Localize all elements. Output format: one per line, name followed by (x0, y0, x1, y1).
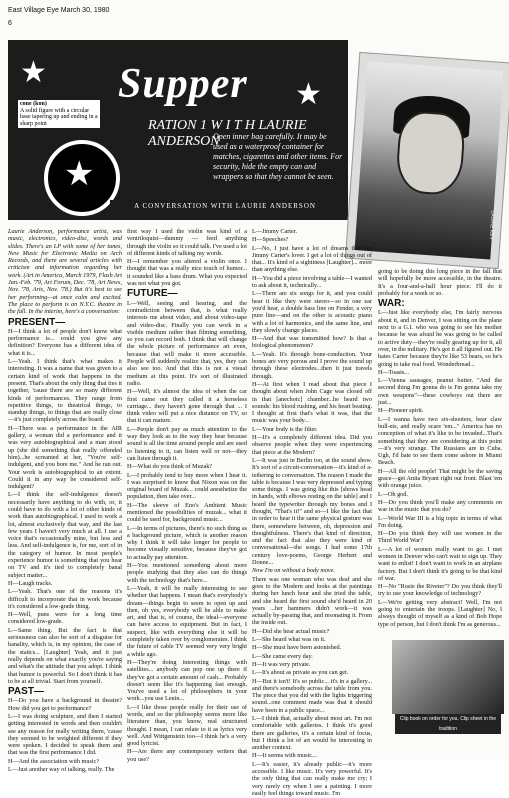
paragraph: L—Yeah. I think that's what makes it interesting. It was a name that was given to a certain kind of work that happens in the present. That's about the only thing that ties it together, 'cause there are so many different kinds of performances. They range from repetitive things, to theatrical things, to standup things, to things that are really close—it's just completely across the board. (8, 358, 122, 424)
paragraph: H—Pioneer spirit. (378, 407, 424, 415)
paragraph: H—I remember you altered a violin once. I thought that was a really nice touch of humor... it sounded like a bass drum. What you expected was not what you got. (127, 258, 247, 288)
paragraph: H—Speeches? (252, 236, 289, 244)
paragraph: L—Well, seeing and hearing, and the contradiction between that, is what really interests me about video, and about video-tape and video-disc. Finally you can work in a visible medium rather than filming something, so you can record both. I think that will change the whole picture of performance art even, because that will make it more accessible. People will suddenly realize that, yes, they can also see too. And that this is not a visual medium at this point. It's sort of illustrated radio. (127, 299, 247, 387)
paragraph: H—Do you think they will use women in the Third World War? (378, 530, 502, 545)
paragraph: L—I was doing sculpture, and then I started getting interested in words and then couldn't see any reason for really writing them, 'cause they seemed to be weighted different if they were spoken. I decided to speak them and that was the first performance I did. (8, 713, 122, 757)
paragraph: H—Laugh tracks. (8, 579, 53, 587)
paragraph: L—People don't pay as much attention to the way they look as to the way they hear because sound is all the time around people and are used to listening to it, can listen well or not—they can listen through it. (127, 425, 247, 462)
article-subtitle: RATION 1 W I T H LAURIE ANDERSON (148, 118, 307, 149)
paragraph: H—All the old people! That might be the saving grace—get Anita Bryant right out front. Blast 'em with orange juice. (378, 467, 502, 490)
column-1 (8, 228, 122, 774)
photo-face (395, 110, 467, 196)
page-header (8, 7, 109, 27)
paragraph: L—No, I just have a lot of dreams that I'm Jimmy Carter's lover. I get a lot of things out of that... It's kind of a sightiness [Laughter]... more than anything else. (252, 244, 372, 274)
title-banner (8, 40, 348, 220)
paragraph: H—Well, puns were for a long time considered low-grade. (8, 611, 122, 626)
paragraph: L—It's about as private as you can get. (252, 669, 349, 677)
column-4 (378, 268, 502, 629)
paragraph: L—I probably tend to buy more when I hear it. I was surprised to know that Nixon was on the original board of Muzak... could anesthetize the population, then take over... (127, 471, 247, 501)
paragraph: L—Just another way of talking, really. The (8, 766, 115, 774)
paragraph: L—A lot of women really want to go. I met women in Denver who can't wait to sign up. They want to enlist! I don't want to work in an airplane factory. But I don't think it's going to be that kind of war. (378, 545, 502, 582)
paragraph: L—Jimmy Carter. (252, 228, 298, 235)
paragraph: H—Toasts... (378, 368, 410, 376)
paragraph: L—We're getting very abstract! Well, I'm not going to entertain the troops. [Laughter] No, I always thought of myself as a kind of Bob Hope type of person, but I don't think I'm as generous... (378, 598, 502, 628)
paragraph: H—And the association with music? (8, 757, 100, 765)
paragraph: L—Vienna sausages, peanut butter. "And the second thing I'm gonna do is I'm gonna take my own weapons"—these cowboys out there are just... (378, 377, 502, 407)
photo-caption: Clip book on order for you. Clip sheet in the tradition (395, 714, 501, 734)
star-icon: ★ (64, 156, 95, 193)
page-number: 6 (8, 20, 12, 27)
ration-instructions: Open inner bag carefully. It may be used as a waterproof container for matches, cigarettes and other items. For security, hide the empty can and wrappers so that they cannot be seen. (213, 132, 343, 181)
paragraph: Now I'm on without a body move. (252, 567, 335, 575)
paragraph: H—What do you think of Muzak? (127, 463, 213, 471)
paragraph: L—It was just in Berlin too, at the sound show. It's sort of a circuit-conversation—it's kind of a-tethering to conversation. The reason I made the table is because I was very depressed and typing some things. I was going like this [shows head in hands, with elbows resting on the table] and I heard the typewriter through my bones and I thought, "That's it!" and so—I like the fact that in order to hear it the same physical gesture was there, somewhere between, oh, depression and thoughtfulness. There's that kind of direction, and the fact that also they were kind of conversational—the songs. I had some 17th century love-poems, George Herbert and Donne... (252, 456, 372, 567)
header-line: East Village Eye March 30, 1980 (8, 7, 110, 14)
star-icon: ★ (295, 78, 322, 111)
paragraph: H—It seems with music... (252, 752, 317, 760)
section-heading: FUTURE— (127, 288, 178, 300)
paragraph: H—Do you have a background in theatre? How did you get to performance? (8, 697, 122, 712)
star-emblem (44, 140, 120, 216)
paragraph: L—I like those people really for their use of words, and so the philosophy seems more like literature than, you know, real structured thought. I mean, I can relate to it as lyrics very well. And Wittgenstein too—I think he's a very good lyricist. (127, 703, 247, 748)
paragraph: H—You mentioned something about more people studying that they also can do things with the technology that's here... (127, 562, 247, 584)
paragraph: L—Oh god. (378, 490, 408, 498)
paragraph: H—Did she hear actual music? (252, 627, 330, 635)
paragraph: L—In terms of pictures, there's no such thing as a background picture, which is another reason why I think it will take longer for people to become visually sensitive, because they've got to actually pay attention. (127, 524, 247, 561)
section-heading: PAST— (8, 686, 44, 698)
column-3 (252, 228, 372, 798)
conversation-strip: A CONVERSATION WITH LAURIE ANDERSON (110, 200, 340, 212)
paragraph: L—There are six songs for it, and you could hear it like they were stereo—so in one ear you'd hear, a double bass line on Fender, a very pure line—and on the other is acoustic piano with a lot of harmonics, and the same line, and they slowly change places. (252, 290, 372, 334)
paragraph: H—Do you think you'll make any comments on war in the music that you do? (378, 498, 502, 514)
cone-definition (18, 100, 100, 128)
paragraph: H—No "Rosie the Riveter"? Do you think they'll try to use your knowledge of technology? (378, 583, 502, 598)
paragraph: H—It was very private. (252, 660, 311, 668)
paragraph: H—It's a completely different idea. Did you observe people when they were experiencing that piece at the Modern? (252, 434, 372, 456)
cone-label: cone (kon) (20, 101, 47, 107)
star-icon: ★ (20, 56, 47, 89)
paragraph: L—Same thing. But the fact is that seriousness can also be sort of a disguise for banality, which is, in my opinion, the case of the statics... [Laughter] Yeah, and it just really depends on what exactly you're saying and what's the attitude that you adopt. I think that humor is powerful. So I don't think it has to be at all trivial. Start from yourself. (8, 626, 122, 685)
paragraph: H—Are there any contemporary writers that you use? (127, 748, 247, 763)
photo-credit: LAURIE KEY (487, 209, 496, 240)
paragraph: going to be doing this long piece in the fall that will hopefully be more accessible, in the theatre. It's a four-and-a-half hour piece. I'll do it probably for a week or so. (378, 268, 502, 297)
paragraph: H—There was a performance in the AIR gallery, a woman did a performance and it was very autobiographical and a man stood up (she did something that really offended him)...he screamed at her, "You're self-indulgent, and you bore me." And he ran out. Your work is autobiographical to an extent. Could it in any way be considered self-indulgent? (8, 424, 122, 491)
paragraph: L—I think the self-indulgence doesn't necessarily have anything to do with, or, it could have to do with a lot of other kinds of work than autobiographical. I used to work a lot, almost exclusively that way, and the last few years I haven't very much at all. I use a voice that's occasionally mine, but less and less. And self-indulgence is, for me, sort of in the category of humor. In most people's experience humor is something that you hear on TV and it's tied to completely banal subject matter... (8, 491, 122, 579)
paragraph: H—She must have been astonished. (252, 644, 342, 652)
paragraph: L—She came every day. (252, 652, 313, 660)
paragraph: L—Yeah. It's through bone-conduction. Your bones are very porous and I prove the sound up through these electrodes...then it just travels through. (252, 350, 372, 380)
paragraph: L—It's easier, it's already public—it's more accessible. I like music. It's very powerful. It's the only thing that can really make me cry; I very rarely cry when I see a painting. I more easily feel things toward music. I'm (252, 760, 372, 797)
section-heading: PRESENT— (8, 316, 66, 328)
caption-photo (392, 640, 504, 714)
paragraph: There was one woman who was deaf and she goes to the Modern and looks at the paintings during her lunch hour and she tried the table, and she heard the first sound she'd heard in 20 years ...her hammers didn't work—it was actually by-passing that, and resonating it. From the inside out. (252, 575, 372, 627)
paragraph: L—Yeah. That's one of the reasons it's difficult to incorporate that in work because it's considered a low-grade thing. (8, 588, 122, 610)
paragraph: L—Your body is the filter. (252, 425, 318, 433)
column-2 (127, 228, 247, 764)
paragraph: first way I used the violin was kind of a ventriloquist—dummy — feed anything through the violin so it could talk. I've used a lot of different kinds of talking my words. (127, 228, 247, 257)
paragraph: H—And that was transmitted how? Is that a biological phenomenon? (252, 335, 372, 350)
paragraph: H—But it isn't! It's so public... it's in a gallery... and there's somebody across the table from you. The piece that you did with the lights triggering sound...one comment made was that it should have been in a public space... (252, 677, 372, 714)
paragraph: L—World War III is a big topic in terms of what I'm doing. (378, 514, 502, 529)
paragraph: H—The sleeve of Eno's Ambient Music mentioned the possibilities of muzak... what it could be used for, background music... (127, 501, 247, 524)
paragraph: L—Just like everybody else, I'm fairly nervous about it, and in Denver, I was sitting on the plane next to a G.I. who was going to see his mother because he was afraid he was going to be called to active duty—they're really gearing up for it, all over, in the military. He's got it all figured out. He hates Carter because they're like 53 bears, so he's going to take real food. Wonderbread... (378, 309, 502, 368)
paragraph: L—She heard what was on it. (252, 636, 326, 644)
article-title: Supper (118, 61, 248, 107)
rim-text: A solid figure with a circular base tapering up and ending in a sharp point (20, 107, 98, 127)
section-heading: WAR: (378, 298, 405, 310)
paragraph: L—I wanna have two six-shooters, bear claw bull-ets, and really scare 'em..." America has no conception of what it's like to be invaded...That's something that they are considering at this point—it's very strange. The Russians are in Cuba. Ugh, I'd hate to see them come ashore in Miami Beach. (378, 415, 502, 467)
paragraph: L—I think that, actually about most art. I'm not comfortable with galleries. I think it's good there are galleries, it's a certain kind of focus, but I think a lot of art would be interesting in another context. (252, 715, 372, 752)
paragraph: H—They're doing interesting things with satellites... anybody can pop one up there if they've got a certain amount of cash... Probably doesn't seem like it's happening fast enough. You've used a lot of philosophers in your work...you use Lenin... (127, 658, 247, 703)
paragraph: L—Yeah, it will be really interesting to see whether that happens. I mean that's everybody's dream—things begin to seem to open up and then, oh yes, everybody will be able to make art, and that is, of course, the ideal—everyone can have access to equipment. But in fact, I suspect, like with everything else it will be completely taken over by conglomerates. I think the future of cable TV seemed very very bright a while ago. (127, 584, 247, 658)
paragraph: H—I think a lot of people don't know what performance is... could you give any definition? Everyone has a different idea of what it is... (8, 327, 122, 357)
paragraph: H—Well, it's almost the idea of when the car first came out they called it a horseless carriage... they haven't gone through that ... I think video will put a nice distance on TV, so that it can mature. (127, 388, 247, 425)
paragraph: H—At first when I read about that piece I thought about when John Cage was closed off in that [anechoic] chamber...he heard two sounds: his blood rushing, and his heart beating. I thought at first that's what it was, that the music was your body... (252, 380, 372, 425)
paragraph: Laurie Anderson, performance artist, was music, electronics, video-disc, words and slides. There's an LP with some of her tunes, New Music for Electronic Media on Arch Records, and there are several articles with criticism and information regarding her work. (Art in America, March 1979, Flash Art Jan.-Feb. '79, Art Forum, Dec. '78, Art News, Nov. '78, Arts, Nov. '78.) But it's best to see her performing—at once calm and excited. The place to perform is an N.Y.C. theatre in the fall. In the interim, here's a conversation: (8, 228, 123, 316)
paragraph: H—You did a piece involving a table—I wanted to ask about it, technically... (252, 274, 372, 290)
photo-image (355, 61, 504, 259)
